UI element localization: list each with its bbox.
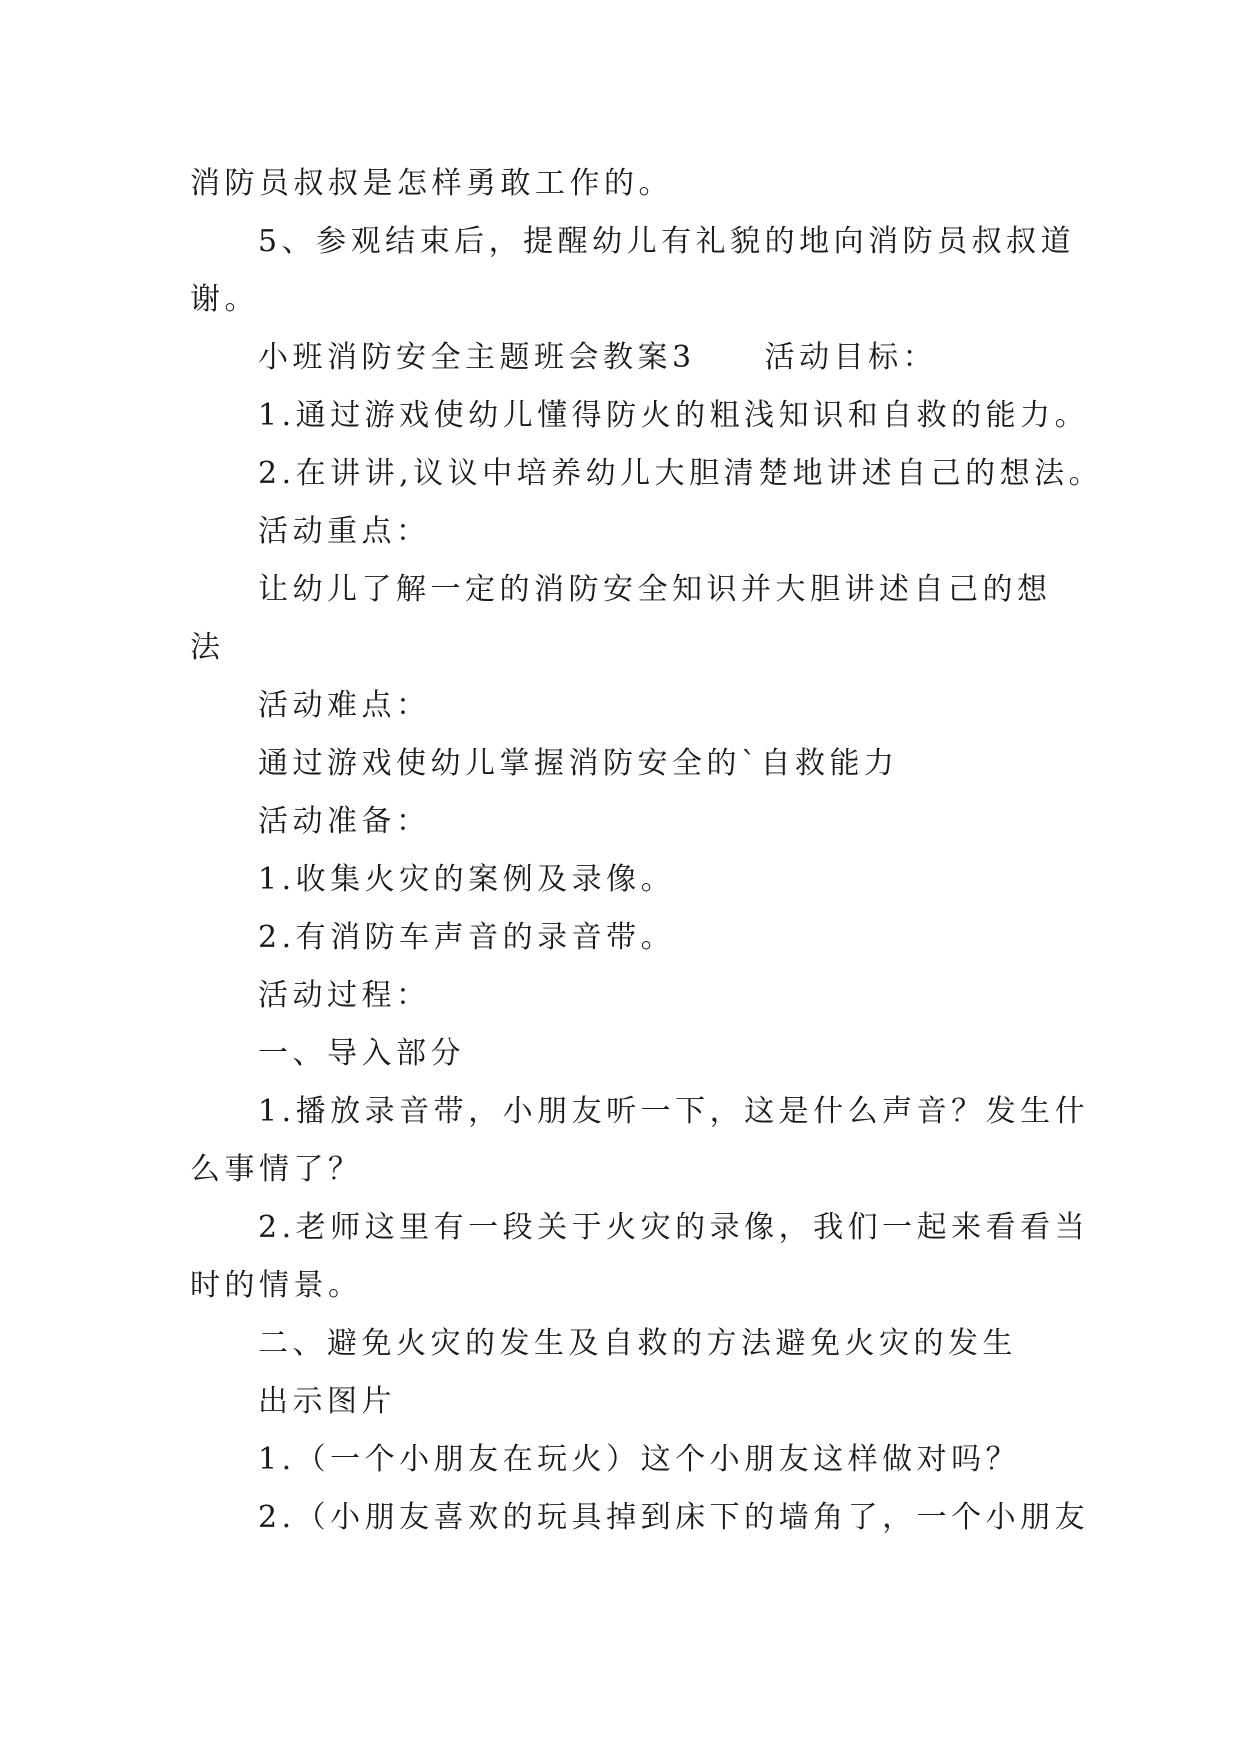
text-line: 2.（小朋友喜欢的玩具掉到床下的墙角了，一个小朋友 [258,1500,1090,1535]
text-line: 活动重点： [258,514,431,549]
text-line: 通过游戏使幼儿掌握消防安全的`自救能力 [258,746,899,781]
text-line: 法 [190,630,225,665]
text-line: 谢。 [190,282,259,317]
text-line: 活动难点： [258,688,431,723]
text-line: 活动准备： [258,804,431,839]
text-line: 消防员叔叔是怎样勇敢工作的。 [190,166,673,201]
text-line: 1.播放录音带，小朋友听一下，这是什么声音？发生什 [258,1094,1090,1129]
text-line: 2.有消防车声音的录音带。 [258,920,676,955]
text-line: 2.在讲讲,议议中培养幼儿大胆清楚地讲述自己的想法。 [258,456,1104,491]
text-line: 2.老师这里有一段关于火灾的录像，我们一起来看看当 [258,1210,1090,1245]
text-line: 么事情了？ [190,1152,363,1187]
text-line: 小班消防安全主题班会教案3 活动目标： [258,340,938,375]
text-line: 活动过程： [258,978,431,1013]
text-line: 时的情景。 [190,1268,363,1303]
text-line: 出示图片 [258,1384,396,1419]
text-line: 1.通过游戏使幼儿懂得防火的粗浅知识和自救的能力。 [258,398,1090,433]
text-line: 1.收集火灾的案例及录像。 [258,862,676,897]
text-line: 让幼儿了解一定的消防安全知识并大胆讲述自己的想 [258,572,1052,607]
text-line: 二、避免火灾的发生及自救的方法避免火灾的发生 [258,1326,1017,1361]
text-line: 一、导入部分 [258,1036,465,1071]
text-line: 1.（一个小朋友在玩火）这个小朋友这样做对吗？ [258,1442,1021,1477]
text-line: 5、参观结束后，提醒幼儿有礼貌的地向消防员叔叔道 [258,224,1076,259]
